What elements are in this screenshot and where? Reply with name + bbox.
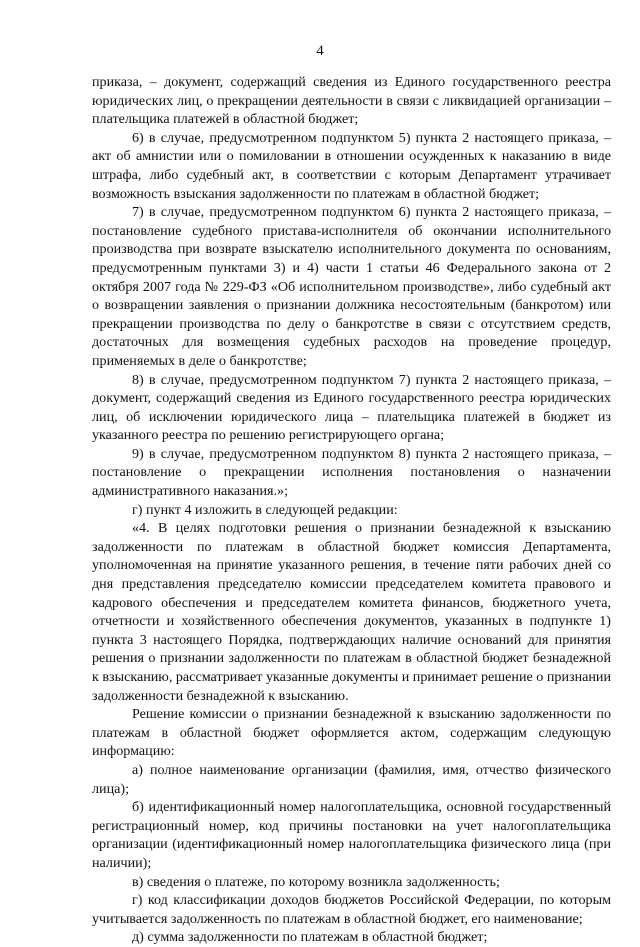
paragraph: б) идентификационный номер налогоплательщика, основной государственный регистрационный номер, код причины постановки на учет налогоплательщика организации (идентификационный номер налогоплательщика физического лица (при наличии); — [92, 799, 611, 871]
paragraph: 6) в случае, предусмотренном подпунктом 5) пункта 2 настоящего приказа, – акт об амнистии или о помиловании в отношении осужденных к наказанию в виде штрафа, либо судебный акт, в соответствии с которым Департамент утрачивает возможность взыскания задолженности по платежам в областной бюджет; — [92, 129, 611, 202]
page-number: 4 — [316, 43, 324, 59]
document-body — [92, 73, 611, 947]
paragraph: приказа, – документ, содержащий сведения из Единого государственного реестра юридических лиц, о прекращении деятельности в связи с ликвидацией организации – плательщика платежей в областной бюджет; — [92, 74, 611, 128]
paragraph: г) пункт 4 изложить в следующей редакции: — [132, 501, 398, 518]
paragraph: г) код классификации доходов бюджетов Российской Федерации, по которым учитывается задолженность по платежам в областной бюджет, его наименование; — [92, 892, 611, 927]
paragraph: 7) в случае, предусмотренном подпунктом 6) пункта 2 настоящего приказа, – постановление судебного пристава-исполнителя об окончании исполнительного производства при возврате взыскателю исполнительного документа по основаниям, предусмотренным пунктами 3) и 4) части 1 статьи 46 Федерального закона от 2 октября 2007 года № 229-ФЗ «Об исполнительном производстве», либо судебный акт о возвращении заявления о признании должника несостоятельным (банкротом) или прекращении производства по делу о банкротстве в связи с отсутствием средств, достаточных для возмещения судебных расходов на проведение процедур, применяемых в деле о банкротстве; — [92, 204, 611, 369]
paragraph: д) сумма задолженности по платежам в областной бюджет; — [132, 929, 488, 946]
paragraph: Решение комиссии о признании безнадежной к взысканию задолженности по платежам в областной бюджет оформляется актом, содержащим следующую информацию: — [92, 706, 611, 760]
paragraph: в) сведения о платеже, по которому возникла задолженность; — [132, 873, 500, 890]
paragraph: «4. В целях подготовки решения о признании безнадежной к взысканию задолженности по платежам в областной бюджет комиссия Департамента, уполномоченная на принятие указанного решения, в течение пяти рабочих дней со дня представления председателю комиссии председателем комитета правового и кадрового обеспечения и председателем комитета финансов, бюджетного учета, отчетности и хозяйственного обеспечения документов, указанных в подпункте 1) пункта 3 настоящего Порядка, подтверждающих наличие оснований для принятия решения о признании задолженности по платежам в областной бюджет безнадежной к взысканию, рассматривает указанные документы и принимает решение о признании задолженности безнадежной к взысканию. — [92, 520, 611, 704]
paragraph: а) полное наименование организации (фамилия, имя, отчество физического лица); — [92, 761, 611, 797]
paragraph: 8) в случае, предусмотренном подпунктом 7) пункта 2 настоящего приказа, – документ, содержащий сведения из Единого государственного реестра юридических лиц, об исключении юридического лица – плательщика платежей в бюджет из указанного реестра по решению регистрирующего органа; — [92, 371, 611, 444]
paragraph: 9) в случае, предусмотренном подпунктом 8) пункта 2 настоящего приказа, – постановление о прекращении исполнения постановления о назначении административного наказания.»; — [92, 445, 611, 500]
